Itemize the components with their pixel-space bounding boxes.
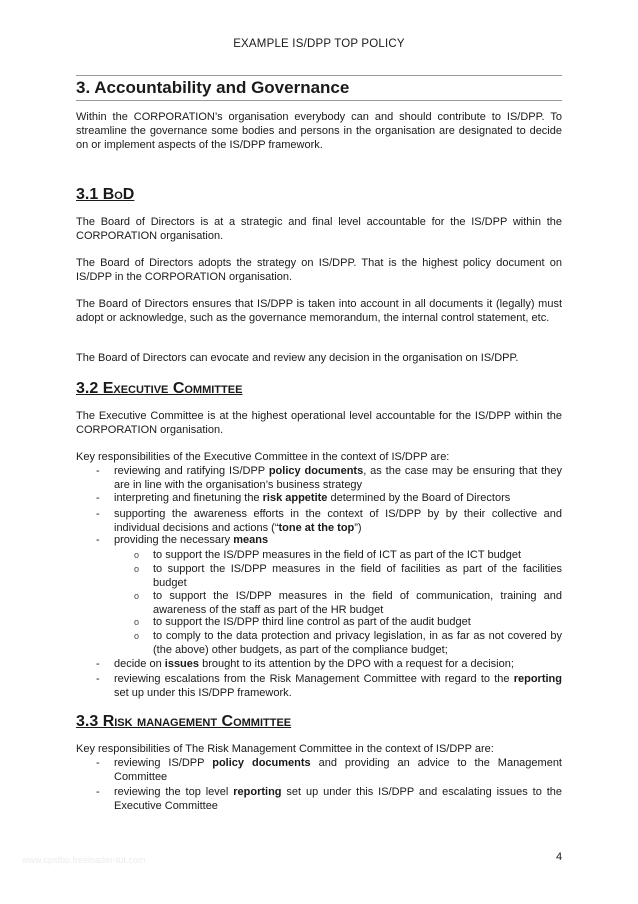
exec-bullet-6: reviewing escalations from the Risk Management Committee with regard to the reporting set up under this IS/DPP framework. bbox=[114, 673, 562, 699]
bod-heading: 3.1 BoD bbox=[76, 186, 135, 203]
bullet-dash: - bbox=[96, 492, 100, 504]
exec-sub-bullet-1: to support the IS/DPP measures in the field of ICT as part of the ICT budget bbox=[153, 549, 522, 561]
sub-bullet-circle: o bbox=[134, 564, 140, 574]
bod-paragraph-4: The Board of Directors can evocate and review any decision in the organisation on IS/DPP. bbox=[76, 352, 519, 364]
watermark: www.cpsfbp.freeloader-tut.com bbox=[22, 855, 146, 865]
bullet-dash: - bbox=[96, 786, 100, 798]
bod-paragraph-2: The Board of Directors adopts the strategy on IS/DPP. That is the highest policy document on IS/DPP in the CORPORATION organisation. bbox=[76, 257, 562, 283]
exec-sub-bullet-3: to support the IS/DPP measures in the field of communication, training and awareness of the staff as part of the HR budget bbox=[153, 590, 562, 616]
sub-bullet-circle: o bbox=[134, 631, 140, 641]
running-header: EXAMPLE IS/DPP TOP POLICY bbox=[233, 38, 405, 50]
bullet-dash: - bbox=[96, 534, 100, 546]
exec-sub-bullet-4: to support the IS/DPP third line control as part of the audit budget bbox=[153, 616, 471, 628]
sub-bullet-circle: o bbox=[134, 550, 140, 560]
exec-bullet-1: reviewing and ratifying IS/DPP policy documents, as the case may be ensuring that they are in line with the organisation’s business strategy bbox=[114, 465, 562, 491]
exec-bullet-3: supporting the awareness efforts in the context of IS/DPP by by their collective and individual decisions and actions (“tone at the top”) bbox=[114, 508, 562, 534]
bullet-dash: - bbox=[96, 673, 100, 685]
bullet-dash: - bbox=[96, 508, 100, 520]
page-number: 4 bbox=[556, 851, 563, 863]
section-heading: 3. Accountability and Governance bbox=[76, 78, 350, 97]
risk-lead: Key responsibilities of The Risk Management Committee in the context of IS/DPP are: bbox=[76, 743, 494, 755]
sub-bullet-circle: o bbox=[134, 617, 140, 627]
exec-bullet-4: providing the necessary means bbox=[114, 534, 269, 546]
risk-bullet-1: reviewing IS/DPP policy documents and providing an advice to the Management Committee bbox=[114, 757, 562, 783]
exec-bullet-5: decide on issues brought to its attention by the DPO with a request for a decision; bbox=[114, 658, 514, 670]
bod-paragraph-1: The Board of Directors is at a strategic and final level accountable for the IS/DPP within the CORPORATION organisation. bbox=[76, 216, 562, 242]
exec-sub-bullet-2: to support the IS/DPP measures in the field of facilities as part of the facilities budget bbox=[153, 563, 562, 589]
exec-heading: 3.2 Executive Committee bbox=[76, 380, 243, 397]
heading-rule bbox=[76, 100, 562, 101]
bod-paragraph-3: The Board of Directors ensures that IS/DPP is taken into account in all documents it (legally) must adopt or acknowledge, such as the governance memorandum, the internal control statement, etc. bbox=[76, 298, 562, 324]
exec-sub-bullet-5: to comply to the data protection and privacy legislation, in as far as not covered by (the above) other budgets, as part of the compliance budget; bbox=[153, 630, 562, 656]
sub-bullet-circle: o bbox=[134, 591, 140, 601]
bullet-dash: - bbox=[96, 465, 100, 477]
bullet-dash: - bbox=[96, 658, 100, 670]
header-rule bbox=[76, 75, 562, 76]
exec-paragraph-1: The Executive Committee is at the highest operational level accountable for the IS/DPP within the CORPORATION organisation. bbox=[76, 410, 562, 436]
bullet-dash: - bbox=[96, 757, 100, 769]
risk-bullet-2: reviewing the top level reporting set up under this IS/DPP and escalating issues to the Executive Committee bbox=[114, 786, 562, 812]
intro-paragraph: Within the CORPORATION’s organisation everybody can and should contribute to IS/DPP. To streamline the governance some bodies and persons in the organisation are designated to decide on or implement aspects of the IS/DPP framework. bbox=[76, 111, 562, 151]
risk-heading: 3.3 Risk management Committee bbox=[76, 713, 292, 730]
exec-lead: Key responsibilities of the Executive Committee in the context of IS/DPP are: bbox=[76, 451, 450, 463]
exec-bullet-2: interpreting and finetuning the risk appetite determined by the Board of Directors bbox=[114, 492, 511, 504]
